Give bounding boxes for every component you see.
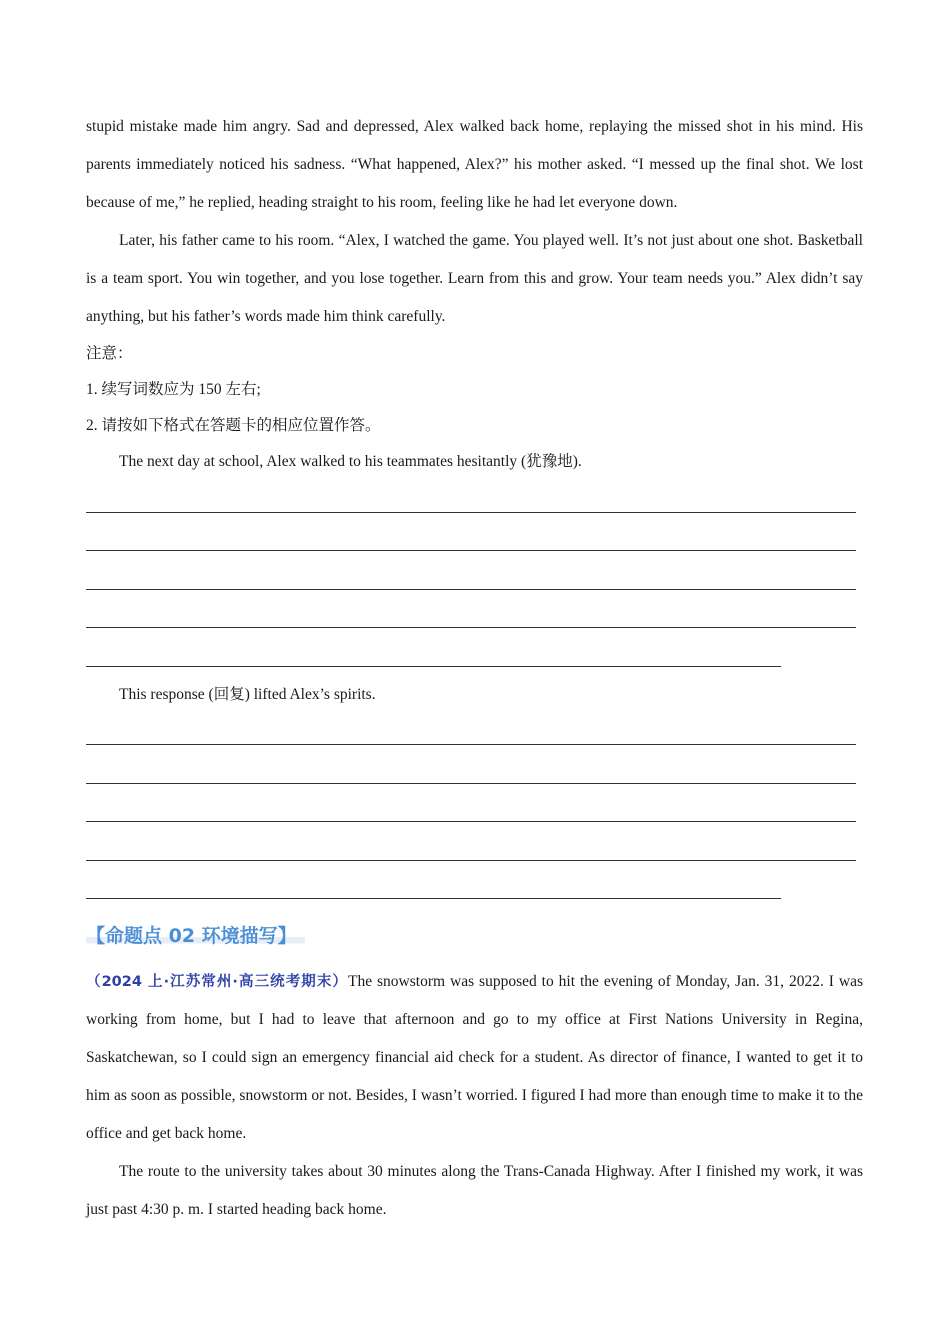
passage-paragraph-1 [86, 963, 863, 1153]
paragraph-continuation: stupid mistake made him angry. Sad and depressed, Alex walked back home, replaying the missed shot in his mind. His parents immediately noticed his sadness. “What happened, Alex?” his mother asked. “I messed up the final shot. We lost because of me,” he replied, heading straight to his room, feeling like he had let everyone down. [86, 118, 863, 211]
answer-line[interactable] [86, 751, 863, 790]
notes-title: 注意： [86, 345, 133, 362]
answer-line[interactable] [86, 867, 863, 906]
section-heading-text: 【命题点 02 环境描写】 [86, 925, 305, 947]
answer-line[interactable] [86, 713, 863, 752]
section-heading [86, 915, 863, 957]
paragraph-father: Later, his father came to his room. “Alex, I watched the game. You played well. It’s not just about one shot. Basketball is a team sport. You win together, and you lose together. Learn from this and grow. Your team needs you.” Alex didn’t say anything, but his father’s words made him think carefully. [86, 232, 863, 325]
notes-item-2: 2. 请按如下格式在答题卡的相应位置作答。 [86, 417, 381, 434]
answer-line[interactable] [86, 557, 863, 596]
answer-lines-2 [86, 713, 863, 906]
document-page [86, 108, 863, 1229]
answer-lines-1 [86, 480, 863, 673]
answer-line[interactable] [86, 634, 863, 673]
prompt-sentence-1: The next day at school, Alex walked to his teammates hesitantly (犹豫地). [119, 453, 582, 470]
answer-line[interactable] [86, 828, 863, 867]
answer-line[interactable] [86, 519, 863, 558]
answer-line[interactable] [86, 596, 863, 635]
prompt-sentence-2: This response (回复) lifted Alex’s spirits. [119, 685, 376, 703]
passage-paragraph-2: The route to the university takes about 30 minutes along the Trans-Canada Highway. After I finished my work, it was just past 4:30 p. m. I started heading back home. [86, 1163, 863, 1218]
answer-line[interactable] [86, 790, 863, 829]
passage-text-1: The snowstorm was supposed to hit the evening of Monday, Jan. 31, 2022. I was working from home, but I had to leave that afternoon and go to my office at First Nations University in Regina, Saskatchewan, so I could sign an emergency financial aid check for a student. As director of finance, I wanted to get it to him as soon as possible, snowstorm or not. Besides, I wasn’t worried. I figured I had more than enough time to make it to the office and get back home. [86, 973, 863, 1142]
passage-source: （2024 上·江苏常州·高三统考期末） [86, 974, 348, 990]
notes-item-1: 1. 续写词数应为 150 左右; [86, 381, 261, 398]
answer-line[interactable] [86, 480, 863, 519]
